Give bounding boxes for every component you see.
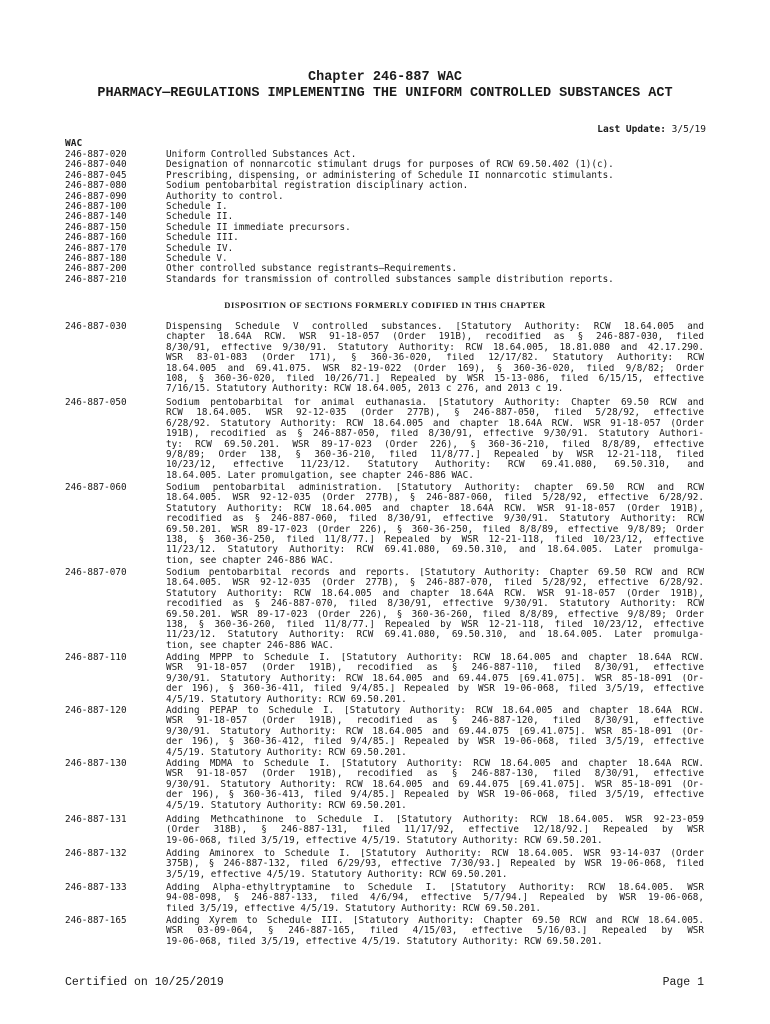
entry-text-line: 6/28/92. Statutory Authority: RCW 18.64.005 and chapter 18.64A RCW. WSR 91-18-057 (Order [166,418,704,429]
entry-text-line: der 196), § 360-36-412, filed 9/4/85.] Repealed by WSR 19-06-068, filed 3/5/19, effective [166,737,704,748]
entry-section-number: 246-887-132 [65,848,127,859]
entry-text-line: 19-06-068, filed 3/5/19, effective 4/5/19. Statutory Authority: RCW 69.50.201. [166,835,603,846]
entry-text [166,706,704,758]
entry-section-number: 246-887-070 [65,567,127,578]
toc-section-number: 246-887-100 [65,200,127,212]
toc-section-number: 246-887-160 [65,232,127,244]
toc-section-number: 246-887-040 [65,159,127,171]
entry-text-line: 18.64.005. WSR 92-12-035 (Order 277B), § 246-887-070, filed 5/28/92, effective 6/28/92. [166,578,704,589]
entry-text-line: Adding Aminorex to Schedule I. [Statutory Authority: RCW 18.64.005. WSR 93-14-037 (Order [166,849,704,859]
entry-text-line: Sodium pentobarbital records and reports. [Statutory Authority: Chapter 69.50 RCW and RCW [166,568,704,578]
entry-text [166,653,704,705]
toc-section-description: Schedule V. [166,252,228,264]
entry-text-line: 18.64.005. Later promulgation, see chapter 246-886 WAC. [166,470,474,481]
entry-text [166,759,704,811]
entry-text-line: der 196), § 360-36-411, filed 9/4/85.] Repealed by WSR 19-06-068, filed 3/5/19, effective [166,684,704,695]
entry-text [166,398,704,481]
entry-text [166,883,704,914]
entry-text-line: ty: RCW 69.50.201. WSR 89-17-023 (Order 226), § 360-36-210, filed 8/8/89, effective [166,439,704,450]
entry-text-line: 8/30/91, effective 9/30/91. Statutory Authority: RCW 18.64.005, 18.81.080 and 42.17.290. [166,342,704,353]
entry-text-line: Statutory Authority: RCW 18.64.005 and chapter 18.64A RCW. WSR 91-18-057 (Order 191B), [166,588,704,599]
entry-text-line: recodified as § 246-887-060, filed 8/30/91, effective 9/30/91. Statutory Authority: RCW [166,514,704,525]
entry-text-line: (Order 318B), § 246-887-131, filed 11/17/92, effective 12/18/92.] Repealed by WSR [166,825,704,836]
document-title: PHARMACY—REGULATIONS IMPLEMENTING THE UNIFORM CONTROLLED SUBSTANCES ACT [97,86,673,101]
entry-text [166,815,704,846]
entry-text [166,916,704,947]
toc-section-description: Other controlled substance registrants—Requirements. [166,263,458,275]
entry-text-line: Adding Xyrem to Schedule III. [Statutory Authority: Chapter 69.50 RCW and RCW 18.64.005. [166,916,704,926]
entry-text-line: 69.50.201. WSR 89-17-023 (Order 226), § 360-36-260, filed 8/8/89, effective 9/8/89; Order [166,609,704,620]
toc-row [0,181,770,191]
entry-section-number: 246-887-050 [65,397,127,408]
entry-text-line: recodified as § 246-887-070, filed 8/30/91, effective 9/30/91. Statutory Authority: RCW [166,599,704,610]
toc-section-description: Sodium pentobarbital registration disciplinary action. [166,180,469,192]
entry-text-line: 19-06-068, filed 3/5/19, effective 4/5/19. Statutory Authority: RCW 69.50.201. [166,936,603,947]
toc-section-description: Schedule I. [166,200,228,212]
entry-section-number: 246-887-060 [65,482,127,493]
entry-section-number: 246-887-130 [65,758,127,769]
page-number: Page 1 [662,976,704,989]
certified-date: Certified on 10/25/2019 [65,976,224,989]
entry-text-line: filed 3/5/19, effective 4/5/19. Statutory Authority: RCW 69.50.201. [166,903,542,914]
chapter-title: Chapter 246-887 WAC [308,70,462,85]
entry-text-line: Adding Alpha-ethyltryptamine to Schedule I. [Statutory Authority: RCW 18.64.005. WSR [166,883,704,893]
entry-text-line: 138, § 360-36-250, filed 11/8/77.] Repealed by WSR 12-21-118, filed 10/23/12, effective [166,535,704,546]
last-update [597,124,706,135]
toc-section-description: Uniform Controlled Substances Act. [166,149,357,160]
toc-section-number: 246-887-140 [65,211,127,223]
entry-text-line: Adding MDMA to Schedule I. [Statutory Authority: RCW 18.64.005 and chapter 18.64A RCW. [166,759,704,769]
toc-section-number: 246-887-150 [65,221,127,233]
entry-text-line: 3/5/19, effective 4/5/19. Statutory Authority: RCW 69.50.201. [166,869,508,880]
entry-text-line: 94-08-098, § 246-887-133, filed 4/6/94, effective 5/7/94.] Repealed by WSR 19-06-068, [166,893,704,904]
entry-text-line: 9/30/91. Statutory Authority: RCW 18.64.005 and 69.44.075 [69.41.075]. WSR 85-18-091 (Or- [166,673,704,684]
entry-text-line: Adding PEPAP to Schedule I. [Statutory Authority: RCW 18.64.005 and chapter 18.64A RCW. [166,706,704,716]
entry-text-line: 10/23/12, effective 11/23/12. Statutory Authority: RCW 69.41.080, 69.50.310, and [166,460,704,471]
entry-section-number: 246-887-030 [65,321,127,332]
toc-section-number: 246-887-200 [65,263,127,275]
entry-text-line: WSR 91-18-057 (Order 191B), recodified as § 246-887-120, filed 8/30/91, effective [166,716,704,727]
entry-text-line: Adding MPPP to Schedule I. [Statutory Authority: RCW 18.64.005 and chapter 18.64A RCW. [166,653,704,663]
last-update-label: Last Update: [597,124,666,135]
toc-row [0,233,770,243]
toc-section-number: 246-887-020 [65,149,127,160]
entry-text [166,322,704,395]
entry-text-line: 18.64.005 and 69.41.075. WSR 82-19-022 (Order 169), § 360-36-020, filed 9/8/82; Order [166,363,704,374]
entry-text-line: tion, see chapter 246-886 WAC. [166,640,334,651]
toc-section-description: Standards for transmission of controlled substances sample distribution reports. [166,273,614,285]
entry-text-line: 4/5/19. Statutory Authority: RCW 69.50.201. [166,694,407,705]
entry-text-line: WSR 91-18-057 (Order 191B), recodified as § 246-887-130, filed 8/30/91, effective [166,769,704,780]
entry-text-line: der 196), § 360-36-413, filed 9/4/85.] Repealed by WSR 19-06-068, filed 3/5/19, effective [166,790,704,801]
disposition-heading: DISPOSITION OF SECTIONS FORMERLY CODIFIED IN THIS CHAPTER [224,300,546,310]
entry-text-line: Statutory Authority: RCW 18.64.005 and chapter 18.64A RCW. WSR 91-18-057 (Order 191B), [166,503,704,514]
entry-section-number: 246-887-131 [65,814,127,825]
entry-text-line: 191B), recodified as § 246-887-050, filed 8/30/91, effective 9/30/91. Statutory Authori- [166,429,704,440]
entry-text-line: 9/8/89; Order 138, § 360-36-210, filed 11/8/77.] Repealed by WSR 12-21-118, filed [166,450,704,461]
wac-label: WAC [65,138,83,149]
toc-section-description: Schedule IV. [166,242,234,254]
entry-section-number: 246-887-133 [65,882,127,893]
toc-section-description: Prescribing, dispensing, or administering of Schedule II nonnarcotic stimulants. [166,169,614,181]
entry-text-line: 18.64.005. WSR 92-12-035 (Order 277B), § 246-887-060, filed 5/28/92, effective 6/28/92. [166,493,704,504]
entry-text-line: 9/30/91. Statutory Authority: RCW 18.64.005 and 69.44.075 [69.41.075]. WSR 85-18-091 (Or- [166,779,704,790]
toc-section-number: 246-887-210 [65,273,127,285]
toc-section-description: Designation of nonnarcotic stimulant drugs for purposes of RCW 69.50.402 (1)(c). [166,159,614,171]
toc-section-description: Authority to control. [166,190,284,202]
entry-text-line: 11/23/12. Statutory Authority: RCW 69.41.080, 69.50.310, and 18.64.005. Later promulga- [166,545,704,556]
entry-text-line: 108, § 360-36-020, filed 10/26/71.] Repealed by WSR 15-13-086, filed 6/15/15, effective [166,374,704,385]
entry-text-line: WSR 83-01-083 (Order 171), § 360-36-020, filed 12/17/82. Statutory Authority: RCW [166,353,704,364]
entry-text-line: Sodium pentobarbital for animal euthanasia. [Statutory Authority: Chapter 69.50 RCW and [166,398,704,408]
entry-text-line: RCW 18.64.005. WSR 92-12-035 (Order 277B), § 246-887-050, filed 5/28/92, effective [166,408,704,419]
entry-text-line: Sodium pentobarbital administration. [Statutory Authority: chapter 69.50 RCW and RCW [166,483,704,493]
entry-text [166,568,704,651]
entry-text [166,849,704,880]
toc-section-number: 246-887-045 [65,169,127,181]
toc-section-description: Schedule II immediate precursors. [166,221,351,233]
toc-section-description: Schedule III. [166,232,239,244]
entry-text-line: 4/5/19. Statutory Authority: RCW 69.50.201. [166,747,407,758]
entry-section-number: 246-887-120 [65,705,127,716]
toc-section-number: 246-887-170 [65,242,127,254]
toc-section-description: Schedule II. [166,211,234,223]
entry-text-line: 375B), § 246-887-132, filed 6/29/93, effective 7/30/93.] Repealed by WSR 19-06-068, filed [166,859,704,870]
entry-text-line: Dispensing Schedule V controlled substances. [Statutory Authority: RCW 18.64.005 and [166,322,704,332]
entry-text [166,483,704,566]
entry-text-line: 138, § 360-36-260, filed 11/8/77.] Repealed by WSR 12-21-118, filed 10/23/12, effective [166,620,704,631]
last-update-value: 3/5/19 [671,124,706,135]
toc-section-number: 246-887-180 [65,252,127,264]
entry-text-line: WSR 03-09-064, § 246-887-165, filed 4/15/03, effective 5/16/03.] Repealed by WSR [166,926,704,937]
table-of-contents [0,150,770,285]
entry-text-line: WSR 91-18-057 (Order 191B), recodified as § 246-887-110, filed 8/30/91, effective [166,663,704,674]
entry-section-number: 246-887-110 [65,652,127,663]
entry-text-line: chapter 18.64A RCW. WSR 91-18-057 (Order 191B), recodified as § 246-887-030, filed [166,332,704,343]
entry-section-number: 246-887-165 [65,915,127,926]
entry-text-line: 11/23/12. Statutory Authority: RCW 69.41.080, 69.50.310, and 18.64.005. Later promulga- [166,630,704,641]
toc-section-number: 246-887-090 [65,190,127,202]
entry-text-line: 9/30/91. Statutory Authority: RCW 18.64.005 and 69.44.075 [69.41.075]. WSR 85-18-091 (Or- [166,726,704,737]
toc-section-number: 246-887-080 [65,180,127,192]
entry-text-line: 69.50.201. WSR 89-17-023 (Order 226), § 360-36-250, filed 8/8/89, effective 9/8/89; Order [166,524,704,535]
entry-text-line: Adding Methcathinone to Schedule I. [Statutory Authority: RCW 18.64.005. WSR 92-23-059 [166,815,704,825]
entry-text-line: 4/5/19. Statutory Authority: RCW 69.50.201. [166,800,407,811]
toc-row [0,275,770,285]
entry-text-line: tion, see chapter 246-886 WAC. [166,555,334,566]
entry-text-line: 7/16/15. Statutory Authority: RCW 18.64.005, 2013 c 276, and 2013 c 19. [166,384,564,395]
